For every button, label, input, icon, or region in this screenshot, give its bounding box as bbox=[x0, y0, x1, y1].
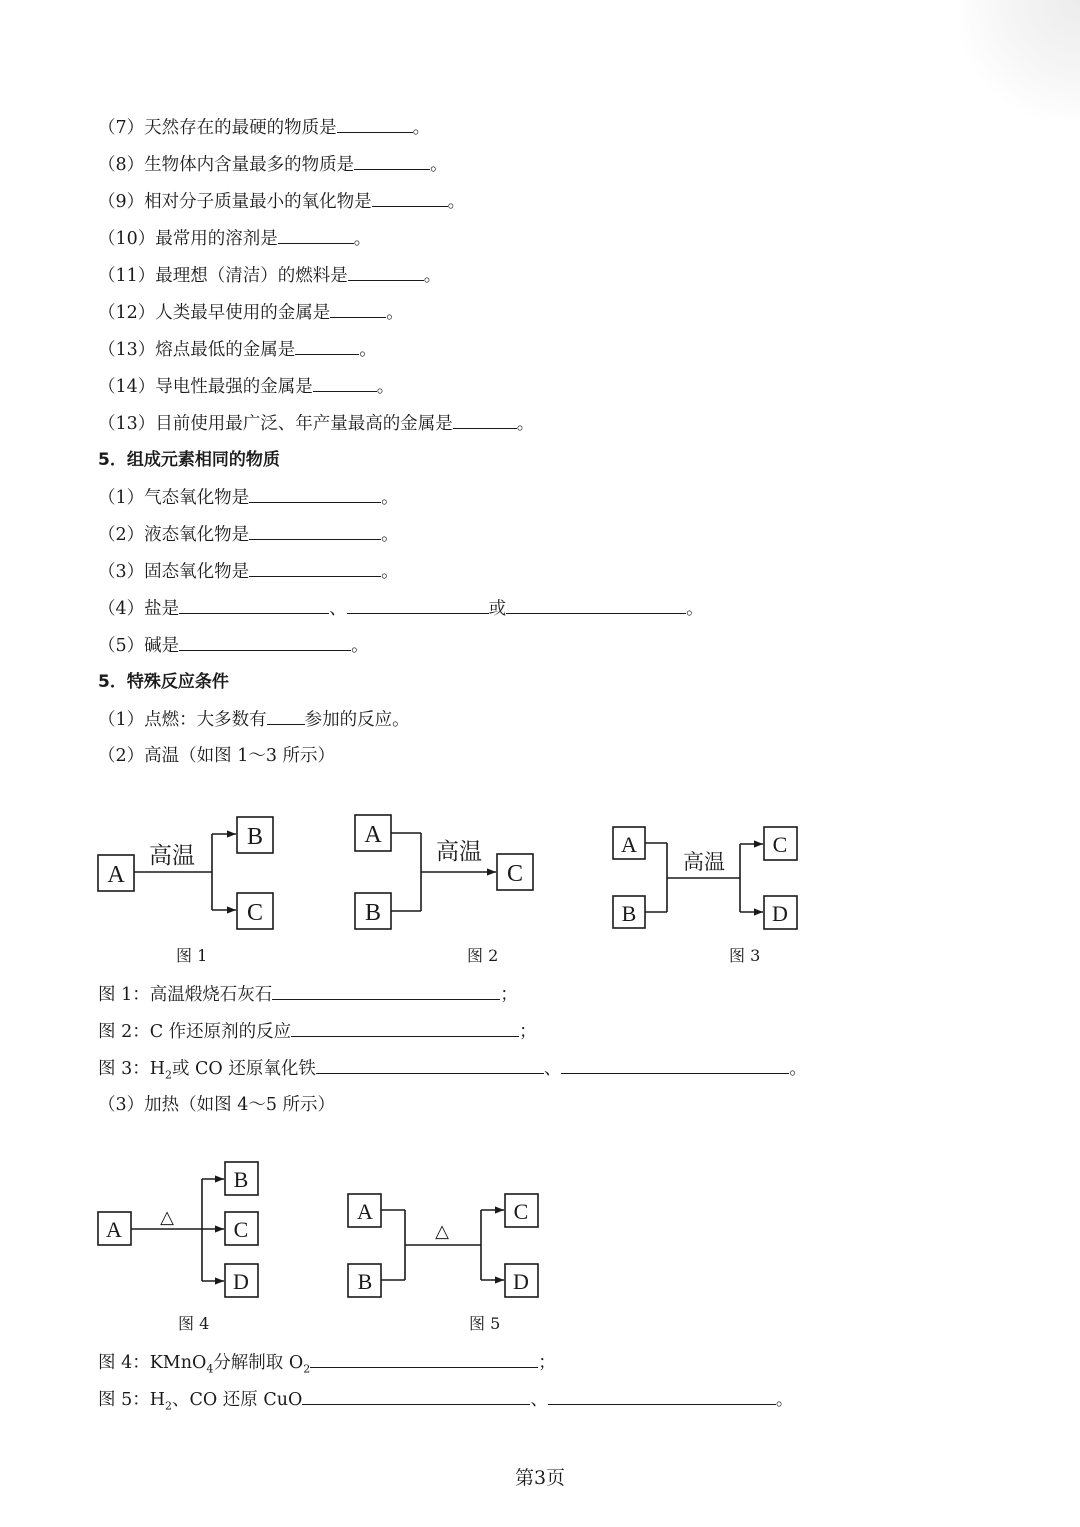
box-label: D bbox=[513, 1269, 529, 1294]
condition-label: 高温 bbox=[683, 850, 725, 874]
question-line: （13）熔点最低的金属是 。 bbox=[98, 340, 377, 360]
page-number: 第3页 bbox=[514, 1467, 566, 1489]
box-label: B bbox=[246, 824, 264, 850]
figure-caption: 图 2 bbox=[467, 946, 499, 965]
answer-blank[interactable] bbox=[310, 1351, 538, 1368]
question-line: （1）气态氧化物是 。 bbox=[98, 488, 399, 508]
heat-symbol: △ bbox=[160, 1207, 174, 1228]
box-label: C bbox=[233, 1217, 249, 1242]
box-label: A bbox=[621, 832, 637, 857]
box-label: D bbox=[772, 901, 788, 926]
figure-caption: 图 1 bbox=[176, 946, 208, 965]
box-label: C bbox=[246, 900, 264, 926]
box-label: D bbox=[233, 1269, 249, 1294]
box-label: B bbox=[621, 901, 637, 926]
box-label: B bbox=[357, 1269, 373, 1294]
question-line: （12）人类最早使用的金属是 。 bbox=[98, 303, 404, 323]
question-line: （3）固态氧化物是 。 bbox=[98, 562, 399, 582]
subsection-label: （3）加热（如图 4～5 所示） bbox=[98, 1095, 336, 1115]
box-label: C bbox=[772, 832, 788, 857]
question-line: （14）导电性最强的金属是 。 bbox=[98, 377, 395, 397]
answer-blank[interactable] bbox=[302, 1388, 530, 1405]
question-line: （7）天然存在的最硬的物质是 。 bbox=[98, 118, 431, 138]
question-line: 图 4：KMnO$_4$分解制取 $O_2$ ； bbox=[98, 1353, 556, 1376]
question-line: （11）最理想（清洁）的燃料是 。 bbox=[98, 266, 442, 286]
box-label: B bbox=[233, 1167, 249, 1192]
section-heading: 5．组成元素相同的物质 bbox=[98, 450, 280, 470]
answer-blank[interactable] bbox=[316, 1057, 544, 1074]
box-label: A bbox=[107, 862, 125, 888]
question-line: （5）碱是 。 bbox=[98, 636, 369, 656]
question-line: （2）液态氧化物是 。 bbox=[98, 525, 399, 545]
answer-blank[interactable] bbox=[291, 1020, 519, 1037]
figure-caption: 图 5 bbox=[469, 1314, 501, 1333]
heat-symbol: △ bbox=[435, 1221, 449, 1242]
answer-blank[interactable] bbox=[548, 1388, 776, 1405]
box-label: A bbox=[357, 1199, 373, 1224]
question-line: 图 1：高温煅烧石灰石 ； bbox=[98, 985, 518, 1005]
question-line: 图 3：$H_2$或 CO 还原氧化铁 、 。 bbox=[98, 1059, 807, 1082]
condition-label: 高温 bbox=[436, 839, 482, 865]
answer-blank[interactable] bbox=[561, 1057, 789, 1074]
box-label: A bbox=[106, 1217, 122, 1242]
figure-caption: 图 4 bbox=[178, 1314, 210, 1333]
answer-blank[interactable] bbox=[272, 983, 500, 1000]
box-label: C bbox=[513, 1199, 529, 1224]
box-label: B bbox=[364, 900, 382, 926]
question-line: （8）生物体内含量最多的物质是 。 bbox=[98, 155, 448, 175]
question-line: （1）点燃：大多数有 参加的反应。 bbox=[98, 710, 410, 730]
question-line: （9）相对分子质量最小的氧化物是 。 bbox=[98, 192, 466, 212]
question-line: （4）盐是 、 或 。 bbox=[98, 599, 704, 619]
section-heading: 5．特殊反应条件 bbox=[98, 672, 229, 692]
question-line: （10）最常用的溶剂是 。 bbox=[98, 229, 372, 249]
figure-caption: 图 3 bbox=[729, 946, 761, 965]
subsection-label: （2）高温（如图 1～3 所示） bbox=[98, 746, 336, 766]
box-label: A bbox=[364, 822, 382, 848]
condition-label: 高温 bbox=[149, 843, 195, 869]
question-line: 图 5：$H_2$、CO 还原 CuO 、 。 bbox=[98, 1390, 794, 1413]
question-line: 图 2：C 作还原剂的反应 ； bbox=[98, 1022, 537, 1042]
question-line: （13）目前使用最广泛、年产量最高的金属是 。 bbox=[98, 414, 535, 434]
box-label: C bbox=[506, 861, 524, 887]
